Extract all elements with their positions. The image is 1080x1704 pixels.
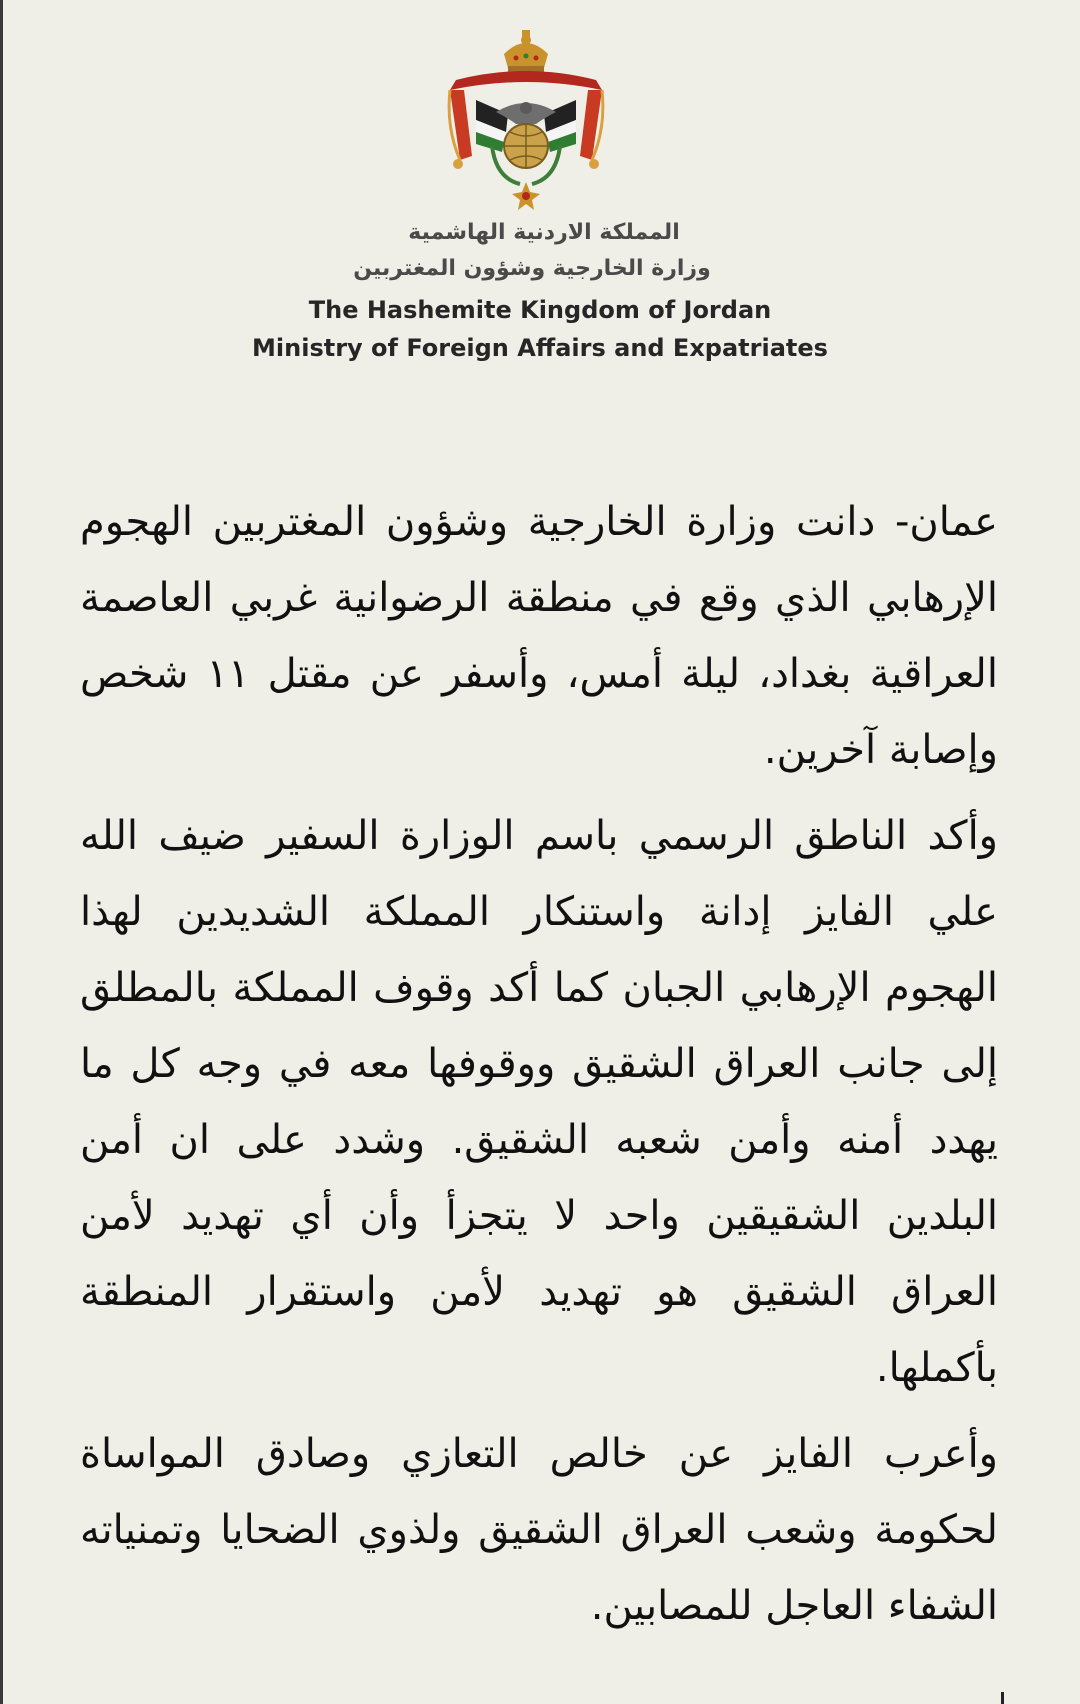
globe-icon [504, 124, 548, 168]
paragraph-2: وأكد الناطق الرسمي باسم الوزارة السفير ضيف الله علي الفايز إدانة واستنكار المملكة الشديدين لهذا الهجوم الإرهابي الجبان كما أكد وقوف المملكة بالمطلق إلى جانب العراق الشقيق ووقوفها معه في وجه كل ما يهدد أمنه وأمن شعبه الشقيق. وشدد على ان أمن البلدين الشقيقين واحد لا يتجزأ وأن أي تهديد لأمن العراق الشقيق هو تهديد لأمن واستقرار المنطقة بأكملها. [80, 813, 998, 1391]
jordan-coat-of-arms-icon [436, 28, 616, 218]
arabic-ministry-name: وزارة الخارجية وشؤون المغتربين [353, 256, 711, 281]
paragraph-3: وأعرب الفايز عن خالص التعازي وصادق المواساة لحكومة وشعب العراق الشقيق ولذوي الضحايا وتمنياته الشفاء العاجل للمصابين. [80, 1431, 998, 1629]
english-kingdom-name: The Hashemite Kingdom of Jordan [308, 296, 772, 324]
english-ministry-name: Ministry of Foreign Affairs and Expatriates [252, 334, 828, 362]
crown-icon [504, 30, 548, 72]
letterhead [0, 215, 1080, 367]
press-release-body [80, 484, 998, 1654]
arabic-kingdom-name: المملكة الاردنية الهاشمية [408, 220, 680, 245]
paragraph-1: عمان- دانت وزارة الخارجية وشؤون المغتربين الهجوم الإرهابي الذي وقع في منطقة الرضوانية غربي العاصمة العراقية بغداد، ليلة أمس، وأسفر عن مقتل ١١ شخص وإصابة آخرين. [80, 499, 998, 773]
star-medal-icon [512, 182, 540, 210]
page-mark [1001, 1692, 1004, 1704]
